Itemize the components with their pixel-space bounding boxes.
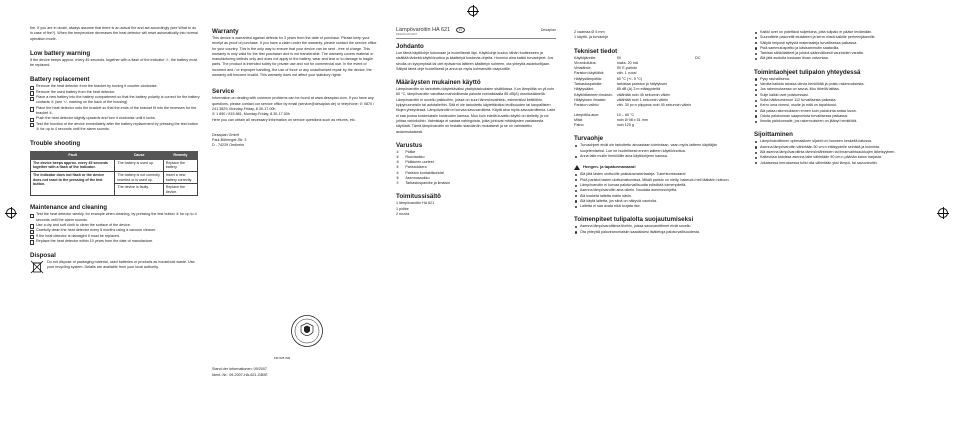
spec-label: Hälytyksen ilmaisin: [574, 97, 607, 102]
table-row [574, 123, 705, 128]
fire-instructions-list [754, 77, 932, 125]
paragraph: Do not dispose of packaging material, used batteries or products as household waste. Use your recycling system. Details are available from your local authority. [47, 260, 195, 270]
part-number: ② [396, 155, 400, 160]
list-item: Jos rakennuksessa on savua, liiku lähellä lattiaa. [754, 87, 932, 92]
part-number: ④ [396, 165, 400, 170]
part-number: ⑥ [396, 175, 400, 180]
table-cell: The device is faulty. [115, 184, 163, 196]
spec-value: välähtää noin 1 sekunnin välein [616, 97, 669, 102]
list-item: Älä jätä lasten ulottuville pakkausmateriaaleja. Tukehtumisvaara! [574, 172, 742, 177]
crossed-bin-icon [30, 260, 44, 274]
spec-label: Paino: [574, 123, 585, 128]
header-small-print: DESAPLAN 09/07 [396, 33, 418, 36]
install-list [574, 224, 742, 235]
table-row [31, 171, 198, 183]
list-item: 2 ruuvia [396, 211, 410, 216]
part-number: ③ [396, 160, 400, 165]
list-item: Test the function of the device immediately after the battery replacement by pressing the test button ③ for up to 4 seconds until the alarm sounds. [30, 122, 200, 133]
table-cell: The device beeps approx. every 45 seconds together with a flash of the indicator. [31, 159, 115, 171]
section-heading: Disposal [30, 252, 56, 260]
list-item: Replace the heat detector within 10 years from the date of manufacture. [30, 239, 200, 244]
paragraph: Lämpövaroitin on tarkoitettu käytettäväksi yksityistalouksien sisätiloissa. Kun lämpötila on yli noin 60 °C, lämpövaroitin varoittaa mahdollisesta palosta voimakkaalla 85 dB(A) varoitusäänellä. Lämpövaroitin ei sovellu paikkoihin, joissa on suuri lämmönvaihtelu, esimerkiksi keittiöihin, kylpyhuoneisiin tai autotalleihin. Sitä ei ole tarkoitettu käytettäväksi teollisuuden tai kaupallisten tilojen yhteydessä. Lämpövaroitin ei korvaa savuvaroitinta. Käytä aina myös savuvaroittimia. Laite ei saa joutua kosketuksiin kosteuden kanssa. Muu kuin edellä kuvattu käyttö on kielletty ja voi johtaa vahinkoihin. Valmistaja ei vastaa vahingoista, jotka johtuvat määräysten vastaisesta käytöstä. Tämä lämpövaroitin on testattu standardin mukaisesti ja se on valmistettu asianmukaisesti. [396, 87, 556, 134]
list-item: Varoita kaikkia talossa olevia henkilöitä ja poistu rakennuksesta. [754, 82, 932, 87]
spec-label: Pariston käyttöikä: [574, 71, 605, 76]
list-item: Odota palokunnan saapumista turvallisessa paikassa. [754, 114, 932, 119]
column-english-2-footer [212, 356, 377, 378]
address-line: Desaplan GmbH [212, 132, 240, 137]
list-item: Remove the used battery from the heat detector. [30, 90, 200, 95]
spec-label: Hälytysääni: [574, 87, 595, 92]
spec-value: tarkistaa pariston ja hälytyksen [616, 82, 668, 87]
table-header: Remedy [163, 152, 197, 160]
list-item: Anna laite muille henkilöille aina käyttöohjeen kanssa. [574, 154, 742, 159]
ident-number: Ident.-Nr.: 09-2007-HA-621-GB/IE [212, 372, 268, 377]
list-item: Pidä paristot lasten ulottumattomissa. Mikäli paristo on nielty, hakeudu heti lääkärin hoitoon. [574, 178, 742, 183]
spec-label: Hälytyslämpötila: [574, 76, 602, 81]
list-item: Push the heat detector slightly upwards and turn it clockwise until it locks. [30, 116, 200, 121]
section-heading: Maintenance and cleaning [30, 204, 108, 212]
list-item: Älä kosketa laitetta märin käsin. [574, 194, 742, 199]
part-label: Pariston kontaktikohdat [405, 170, 444, 175]
registration-mark-top [468, 6, 478, 16]
part-label: Tarkastuspainike ja ilmaisin [405, 181, 450, 186]
brand-label: Desaplan [540, 28, 556, 32]
list-item: Test the heat detector weekly, for example when cleaning, by pressing the test button ③ for up to 4 seconds until the alarm sounds. [30, 212, 200, 223]
language-badge: FI [456, 27, 465, 33]
seal-code: KM 528 009 [273, 356, 291, 360]
list-item: Soita hätänumeroon 112 turvallisesta paikasta. [754, 98, 932, 103]
section-heading: Määräysten mukainen käyttö [396, 79, 481, 87]
list-item: Älä jätä avotulta koskaan ilman valvontaa. [754, 56, 932, 61]
list-item: Asenna lämpövaroitin vähintään 50 cm:n etäisyydelle seinistä ja kulmista. [754, 145, 932, 150]
section-heading: Trouble shooting [30, 140, 81, 148]
spec-value: 85 dB (A) 3 m etäisyydeltä [616, 87, 660, 92]
spec-label: Lämpötila-alue: [574, 112, 600, 117]
address-block [212, 133, 377, 149]
list-item [396, 181, 456, 186]
list-item: Laitetta ei saa avata eikä korjata itse. [574, 204, 742, 209]
list-item: Jokaisessa kerroksessa tulisi olla vähintään yksi lämpö- tai savuvaroitin. [754, 161, 932, 166]
paragraph: If the device beeps approx. every 45 seconds, together with a flash of the indicator ⑦, the battery must be replaced. [30, 57, 198, 68]
table-cell: The battery is not correctly inserted or is used up. [115, 171, 163, 183]
list-item: Ota yhteyttä paloviranomaisiin saadaksesi lisätietoja paloturvallisuudesta. [574, 230, 742, 235]
column-finnish-1 [396, 27, 556, 217]
spec-label: Virrankulutus: [574, 60, 597, 65]
table-cell: Replace the device. [163, 184, 197, 196]
spec-label: Käyttöjännite: [574, 55, 597, 60]
spec-value: noin Ø 98 x 51 mm [616, 117, 648, 122]
part-number: ① [396, 149, 400, 154]
table-row [574, 109, 705, 118]
list-item: Tarkista sähkölaitteet ja johdot säännöllisesti vaurioiden varalta. [754, 51, 932, 56]
table-cell: The battery is used up. [115, 159, 163, 171]
kitemark-seal-icon [290, 314, 324, 348]
part-number: ⑦ [396, 181, 400, 186]
part-number: ⑤ [396, 170, 400, 175]
address-line: D - 74229 Oedheim [212, 143, 245, 148]
list-item: Pidä sammutuspeitto ja käsisammutin saatavilla. [754, 46, 932, 51]
list-item: 1 pidike [396, 206, 409, 211]
spec-label: Käyttötilanteen ilmaisin: [574, 92, 613, 97]
list-item: 2 vaarnaa Ø 5 mm [574, 30, 605, 34]
section-heading: Toimitussisältö [396, 193, 441, 201]
list-item: Carefully clean the heat detector every 6 months using a vacuum cleaner. [30, 228, 200, 233]
column-english-2 [212, 28, 377, 149]
intro-paragraph: fire. If you are in doubt, always assume that there is an actual fire and act accordingly (see What to do in case of fire?). When the temperature decreases the heat detector will reset automatically into normal operation mode. [30, 26, 198, 41]
list-item: Place the heat detector onto the bracket so that the ends of the bracket fit into the recesses for the bracket ①. [30, 106, 200, 117]
part-label: Pidikkeen uurteet [405, 160, 434, 165]
table-cell: Replace the battery. [163, 159, 197, 171]
hazard-heading: Hengen- ja tapaturmavaara! [583, 164, 636, 170]
spec-label: Tarkastuspainike: [574, 82, 603, 87]
section-heading: Battery replacement [30, 76, 90, 84]
list-item: Älä asenna lämpövaroitinta lämmönlähteiden tai ilmanvaihtoaukkojen läheisyyteen. [754, 150, 932, 155]
list-item: Turvaohjeet eivät ole tarkoitettu ainoastaan toimintaan, vaan myös laitteen käyttäjän suojelemiseksi. Lue ne huolellisesti ennen laitteen käyttöönottoa. [574, 143, 742, 154]
technical-data-table [574, 56, 705, 129]
document-title: Lämpövaroitin HA 621 [396, 27, 451, 33]
section-heading: Sijoittaminen [754, 131, 793, 139]
section-heading: Tekniset tiedot [574, 47, 618, 55]
paragraph: ✆ 1 890 / 815 881, Monday-Friday, 8.30-17.00h [212, 112, 290, 117]
spec-label: Virtalähde: [574, 66, 592, 71]
paragraph: Information on dealing with common problems can be found at www.desaplan.com. If you have any questions, please contact our service office by email (service@desaplan.de) or telephone: ✆ 0870 / 241 3829, Monday-Friday, 8.30-17.00h [212, 96, 375, 111]
paragraph: Lue tämä käyttöohje kokonaan ja huolellisesti läpi. Käyttöohje kuuluu tähän tuotteeseen ja sisältää tärkeitä käyttöönottoa ja käsittelyä koskevia ohjeita. Huomioi aina kaikki turvaohjeet. Jos sinulla on kysymyksiä tai olet epävarma laitteen käsittelyn suhteen, ota yhteyttä asiantuntijaan. Säilytä tämä ohje huolellisesti ja anna se myös kolmansille osapuolille. [396, 51, 554, 71]
section-heading: Warranty [212, 28, 239, 35]
list-item: Älä käytä laitetta, jos siinä on näkyviä vaurioita. [574, 199, 742, 204]
disposal-block [30, 260, 200, 274]
part-label: Paristolokero [405, 165, 427, 170]
registration-mark-right [938, 208, 948, 218]
part-label: Ruuviaukko [405, 155, 425, 160]
battery-steps-list [30, 84, 200, 132]
spec-value: 9V E-paristo [616, 66, 638, 71]
list-item: Asenna lämpövaroitin aina oikein. Noudata asennusohjetta. [574, 188, 742, 193]
table-cell: The indicator does not flash or the device does not react to the pressing of the test button. [31, 171, 115, 195]
list-item: Lämpövaroittimen optimaalinen sijainti on huoneen keskellä katossa. [754, 139, 932, 144]
list-item: Kerro oma nimesi, osoite ja mitä on tapahtunut. [754, 103, 932, 108]
paragraph: This device is warranted against defects for 3 years from the date of purchase. Please keep your receipt as proof of purchase. If you have a claim under the warranty, please contact the service office for your country. This is the only way to ensure that your device can be sent - free of charge. This warranty is only valid for the first purchaser and is not transferable. The warranty covers material or manufacturing defects only and does not apply to the battery, wear and tear or to damage to fragile parts. The product is intended solely for private use and not for commercial use. In the event of incorrect and / or improper handling, the use of force or any unauthorised repair by the device, the warranty will become invalid. This warranty does not affect your statutory rights. [212, 36, 377, 78]
list-item: Lämpövaroitin ei korvaa paloturvallisuutta edistäviä toimenpiteitä. [574, 183, 742, 188]
spec-value: 9V [616, 55, 622, 60]
list-item: Use a dry and soft cloth to clean the surface of the device. [30, 223, 200, 228]
section-heading: Service [212, 88, 235, 96]
column-english-1 [30, 26, 200, 274]
table-row [31, 159, 198, 171]
header-divider [396, 38, 556, 39]
safety-list [574, 143, 742, 159]
list-item: Suunnittele pakoreitit etukäteen ja kerro niistä kaikille perheenjäsenille. [754, 35, 932, 40]
table-cell: Insert a new battery correctly. [163, 171, 197, 183]
part-label: Pidike [405, 149, 416, 154]
list-item: Ilmoita palokunnalle, jos rakennukseen on jäänyt henkilöitä. [754, 119, 932, 124]
fire-prevention-list [754, 30, 932, 62]
list-item: Älä palaa rakennukseen ennen kuin palokunta antaa luvan. [754, 109, 932, 114]
maintenance-list [30, 212, 200, 244]
warning-triangle-icon [574, 165, 580, 170]
spec-value: väh. 30 pv:n piippaus noin 45 sekunnin välein [616, 103, 692, 108]
hazard-list [574, 172, 742, 209]
info-date: Stand der Informationen: 09/2007 [212, 367, 267, 372]
spec-value: 10 – 60 °C [616, 112, 635, 117]
section-heading: Toimintaohjeet tulipalon yhteydessä [754, 68, 861, 76]
part-label: Asennusaukko [405, 175, 430, 180]
list-item: 1 käyttö- ja turvaohje [574, 35, 609, 40]
placement-list [754, 139, 932, 165]
table-header: Cause [115, 152, 163, 160]
column-finnish-3 [754, 30, 932, 166]
list-item: Sulje kaikki ovet poistuessasi. [754, 93, 932, 98]
spec-value: maks. 20 mA [616, 60, 639, 65]
spec-label: Mitat: [574, 117, 584, 122]
table-header: Fault [31, 152, 115, 160]
spec-label: Pariston vaihto: [574, 103, 600, 108]
section-heading: Turvaohje [574, 135, 604, 143]
list-item: Remove the heat detector from the bracket by turning it counter-clockwise. [30, 84, 200, 89]
registration-mark-left [6, 208, 16, 218]
list-item: Kaltevissa katoissa asenna laite vähintään 90 cm:n päähän katon harjasta. [754, 155, 932, 160]
spec-unit: DC [695, 55, 701, 60]
paragraph: Here you can obtain all necessary information on service questions such as returns, etc. [212, 117, 356, 122]
hazard-heading-row [574, 164, 742, 170]
list-item: Pysy rauhallisena. [754, 77, 932, 82]
section-heading: Varustus [396, 141, 423, 149]
section-heading: Toimenpiteet tulipalolta suojautumiseksi [574, 216, 694, 224]
spec-value: välähtää noin 45 sekunnin välein [616, 92, 671, 97]
troubleshooting-table [30, 151, 198, 196]
section-heading: Johdanto [396, 43, 424, 50]
list-item: Asenna lämpövaroittimia tiloihin, joissa savuvaroittimet eivät sovellu. [574, 224, 742, 229]
spec-value: väh. 1 vuosi [616, 71, 637, 76]
list-item: Säilytä helposti syttyviä materiaaleja turvallisessa paikassa. [754, 41, 932, 46]
parts-list [396, 150, 456, 186]
column-finnish-2 [574, 30, 742, 235]
spec-value: 60 °C (+/- 5 °C) [616, 76, 643, 81]
list-item: If the heat detector is damaged it must be replaced. [30, 234, 200, 239]
list-item: Kaikki ovet on pidettävä suljettuina, jotta tulipalo ei pääse leviämään. [754, 30, 932, 35]
list-item: 1 lämpövaroitin HA 621 [396, 201, 435, 206]
table-row [574, 103, 705, 108]
spec-value: noin 125 g [616, 123, 634, 128]
section-heading: Low battery warning [30, 49, 91, 57]
address-line: Paul-Böhringer-Str. 3 [212, 138, 247, 143]
list-item: Place a new battery into the battery compartment so that the battery polarity is correct for the battery contacts ⑤ (see +/- marking on the back of the housing) [30, 95, 200, 106]
